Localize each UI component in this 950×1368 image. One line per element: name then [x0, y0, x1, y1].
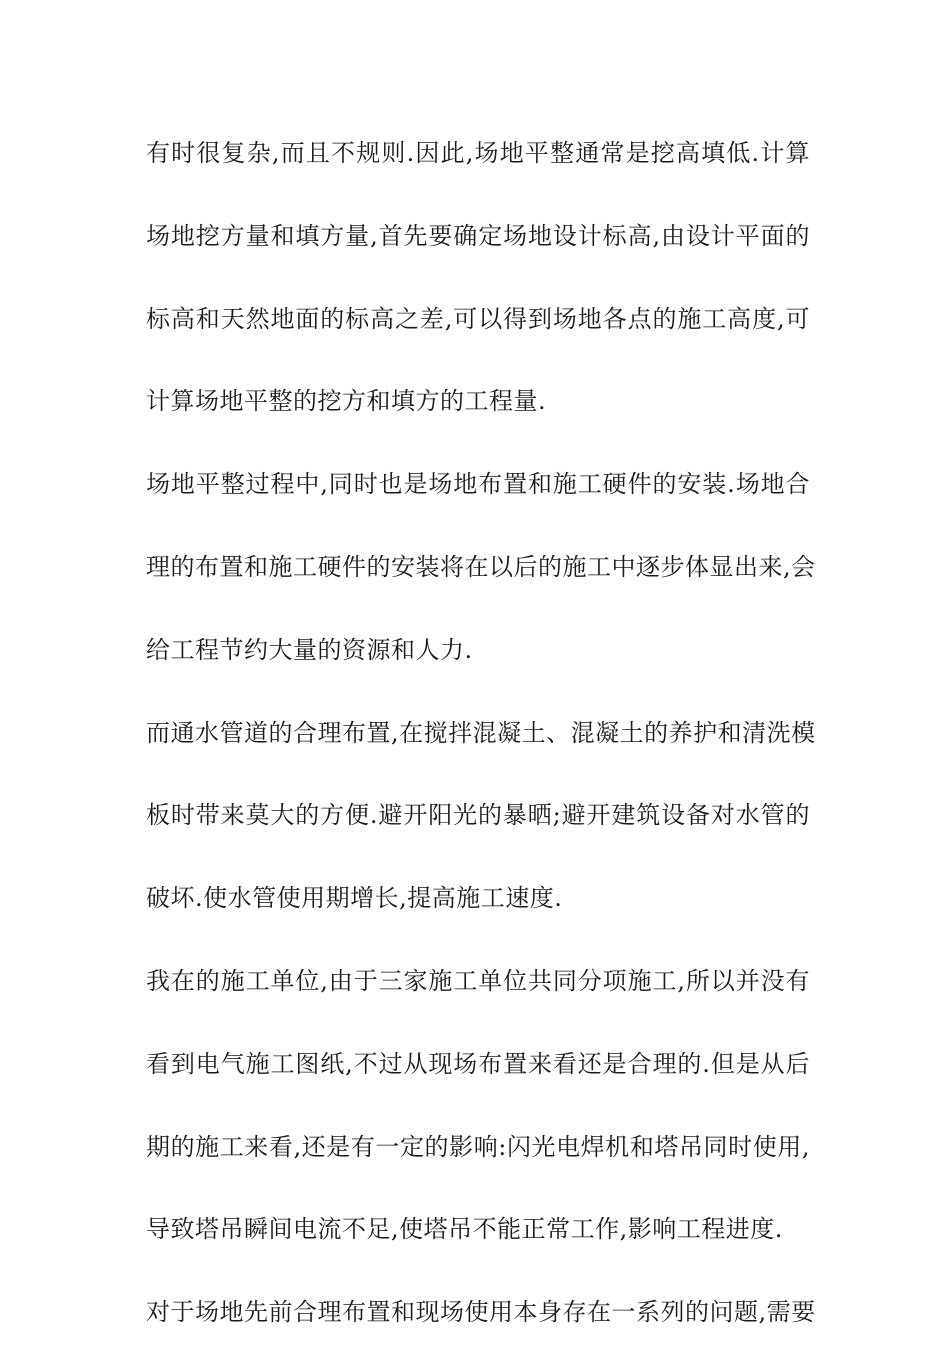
- text-line: 给工程节约大量的资源和人力.: [146, 635, 473, 664]
- text-line: 理的布置和施工硬件的安装将在以后的施工中逐步体显出来,会: [146, 552, 816, 581]
- text-line: 破坏.使水管使用期增长,提高施工速度.: [146, 884, 563, 913]
- text-line: 场地平整过程中,同时也是场地布置和施工硬件的安装.场地合: [146, 470, 810, 499]
- text-line: 板时带来莫大的方便.避开阳光的暴晒;避开建筑设备对水管的: [146, 801, 810, 830]
- text-line: 标高和天然地面的标高之差,可以得到场地各点的施工高度,可: [146, 304, 810, 333]
- text-line: 而通水管道的合理布置,在搅拌混凝土、混凝土的养护和清洗模: [146, 718, 816, 747]
- body-text: [146, 126, 816, 1368]
- text-line: 期的施工来看,还是有一定的影响:闪光电焊机和塔吊同时使用,: [146, 1132, 810, 1161]
- text-line: 我在的施工单位,由于三家施工单位共同分项施工,所以并没有: [146, 966, 810, 995]
- text-line: 看到电气施工图纸,不过从现场布置来看还是合理的.但是从后: [146, 1049, 810, 1078]
- text-line: 场地挖方量和填方量,首先要确定场地设计标高,由设计平面的: [146, 221, 810, 250]
- text-line: 导致塔吊瞬间电流不足,使塔吊不能正常工作,影响工程进度.: [146, 1215, 783, 1244]
- text-line: 计算场地平整的挖方和填方的工程量.: [146, 387, 547, 416]
- text-line: 有时很复杂,而且不规则.因此,场地平整通常是挖高填低.计算: [146, 139, 810, 167]
- text-line: 对于场地先前合理布置和现场使用本身存在一系列的问题,需要: [146, 1298, 816, 1327]
